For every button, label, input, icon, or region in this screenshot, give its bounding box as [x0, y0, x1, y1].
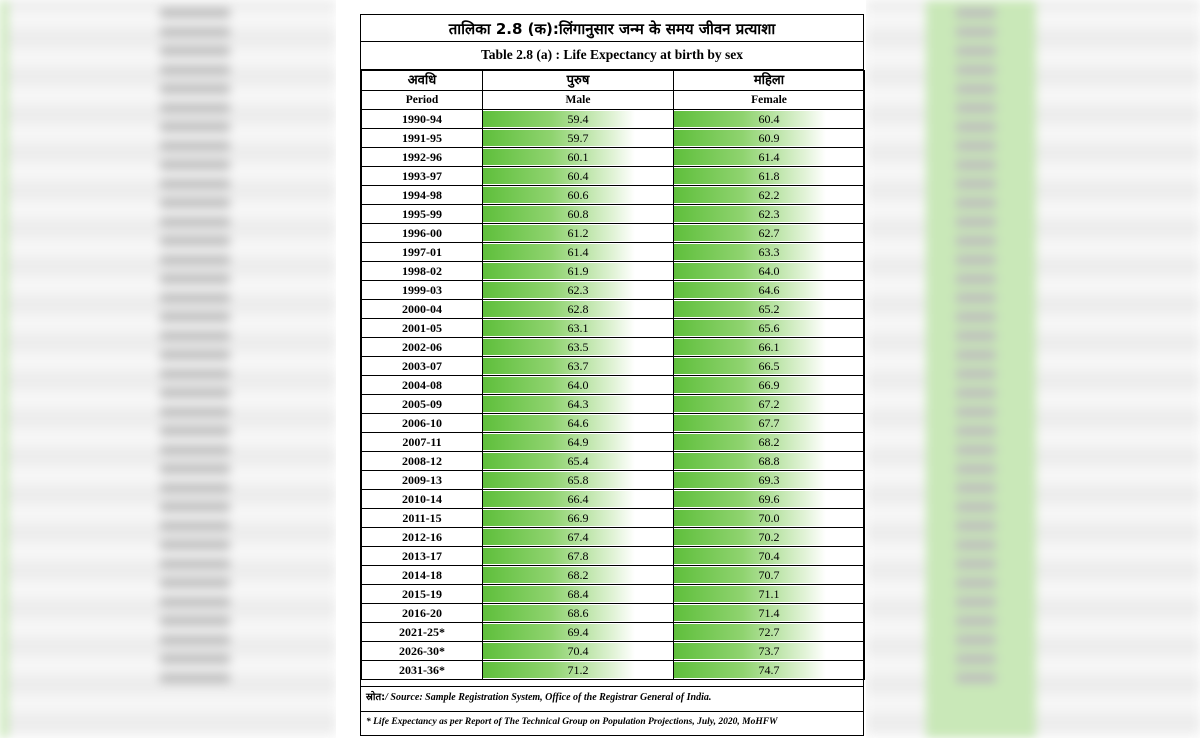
- male-header: Male: [483, 91, 674, 110]
- female-value-cell: [674, 319, 865, 338]
- header-row-hindi: [362, 71, 865, 91]
- male-data-bar: [483, 111, 635, 127]
- source-note: [361, 686, 863, 712]
- male-value: 66.9: [567, 511, 589, 525]
- male-data-bar: [483, 643, 635, 659]
- female-value-cell: [674, 338, 865, 357]
- female-value-cell: [674, 547, 865, 566]
- period-cell: 2021-25*: [362, 623, 483, 642]
- female-value-cell: [674, 566, 865, 585]
- male-value: 61.2: [567, 226, 589, 240]
- female-data-bar: [674, 529, 826, 545]
- female-data-bar: [674, 282, 826, 298]
- male-value-cell: [483, 604, 674, 623]
- female-data-bar: [674, 605, 826, 621]
- male-value-cell: [483, 509, 674, 528]
- male-data-bar: [483, 605, 635, 621]
- male-data-bar: [483, 567, 635, 583]
- female-value-cell: [674, 357, 865, 376]
- male-value: 68.4: [567, 587, 589, 601]
- male-value-cell: [483, 224, 674, 243]
- female-data-bar: [674, 396, 826, 412]
- female-value-cell: [674, 376, 865, 395]
- female-value: 71.4: [758, 606, 780, 620]
- male-value-cell: [483, 490, 674, 509]
- table-row: [362, 148, 865, 167]
- female-value-cell: [674, 623, 865, 642]
- male-value-cell: [483, 110, 674, 129]
- male-data-bar: [483, 339, 635, 355]
- period-cell: 2011-15: [362, 509, 483, 528]
- source-label-hindi: स्रोत:: [366, 692, 386, 703]
- female-data-bar: [674, 472, 826, 488]
- male-value-cell: [483, 376, 674, 395]
- female-value: 67.7: [758, 416, 780, 430]
- male-value: 69.4: [567, 625, 589, 639]
- period-cell: 2026-30*: [362, 642, 483, 661]
- male-data-bar: [483, 529, 635, 545]
- blurred-background-left: [0, 0, 336, 738]
- male-value: 66.4: [567, 492, 589, 506]
- female-header-hindi: महिला: [674, 71, 865, 91]
- male-value: 60.4: [567, 169, 589, 183]
- female-value-cell: [674, 661, 865, 680]
- male-value-cell: [483, 471, 674, 490]
- male-value-cell: [483, 281, 674, 300]
- table-row: [362, 414, 865, 433]
- male-value-cell: [483, 661, 674, 680]
- period-cell: 2014-18: [362, 566, 483, 585]
- female-value: 70.2: [758, 530, 780, 544]
- female-value: 70.0: [758, 511, 780, 525]
- female-value: 71.1: [758, 587, 780, 601]
- male-data-bar: [483, 453, 635, 469]
- male-data-bar: [483, 548, 635, 564]
- male-data-bar: [483, 586, 635, 602]
- source-text: / Source: Sample Registration System, Office of the Registrar General of India.: [385, 692, 712, 703]
- female-data-bar: [674, 453, 826, 469]
- female-value: 64.0: [758, 264, 780, 278]
- female-value: 66.9: [758, 378, 780, 392]
- table-row: [362, 623, 865, 642]
- female-data-bar: [674, 149, 826, 165]
- male-value: 63.1: [567, 321, 589, 335]
- female-value: 67.2: [758, 397, 780, 411]
- male-value-cell: [483, 262, 674, 281]
- period-cell: 1991-95: [362, 129, 483, 148]
- female-value-cell: [674, 148, 865, 167]
- male-value: 65.4: [567, 454, 589, 468]
- male-value-cell: [483, 433, 674, 452]
- male-value: 61.9: [567, 264, 589, 278]
- female-data-bar: [674, 244, 826, 260]
- male-value: 68.2: [567, 568, 589, 582]
- table-row: [362, 585, 865, 604]
- male-data-bar: [483, 244, 635, 260]
- male-value-cell: [483, 148, 674, 167]
- male-data-bar: [483, 282, 635, 298]
- male-value-cell: [483, 167, 674, 186]
- period-cell: 2010-14: [362, 490, 483, 509]
- female-value: 74.7: [758, 663, 780, 677]
- male-value: 64.0: [567, 378, 589, 392]
- male-value: 67.8: [567, 549, 589, 563]
- period-cell: 2013-17: [362, 547, 483, 566]
- period-cell: 1997-01: [362, 243, 483, 262]
- female-value: 73.7: [758, 644, 780, 658]
- male-data-bar: [483, 662, 635, 678]
- female-value-cell: [674, 585, 865, 604]
- female-value: 62.2: [758, 188, 780, 202]
- female-value: 65.6: [758, 321, 780, 335]
- male-value: 61.4: [567, 245, 589, 259]
- female-data-bar: [674, 130, 826, 146]
- table-row: [362, 642, 865, 661]
- table-body: [362, 110, 865, 680]
- female-value: 66.5: [758, 359, 780, 373]
- female-value-cell: [674, 414, 865, 433]
- period-cell: 2016-20: [362, 604, 483, 623]
- female-value: 68.2: [758, 435, 780, 449]
- male-value-cell: [483, 243, 674, 262]
- male-value-cell: [483, 642, 674, 661]
- male-value: 59.4: [567, 112, 589, 126]
- table-row: [362, 490, 865, 509]
- table-row: [362, 110, 865, 129]
- male-value: 64.3: [567, 397, 589, 411]
- table-row: [362, 129, 865, 148]
- female-data-bar: [674, 567, 826, 583]
- female-data-bar: [674, 301, 826, 317]
- male-value: 68.6: [567, 606, 589, 620]
- female-value-cell: [674, 300, 865, 319]
- female-data-bar: [674, 643, 826, 659]
- table-row: [362, 224, 865, 243]
- period-cell: 2009-13: [362, 471, 483, 490]
- table-row: [362, 186, 865, 205]
- period-cell: 2003-07: [362, 357, 483, 376]
- male-data-bar: [483, 434, 635, 450]
- female-value-cell: [674, 243, 865, 262]
- male-value: 64.6: [567, 416, 589, 430]
- period-cell: 1998-02: [362, 262, 483, 281]
- male-value-cell: [483, 528, 674, 547]
- male-value: 62.3: [567, 283, 589, 297]
- female-value: 70.7: [758, 568, 780, 582]
- male-data-bar: [483, 358, 635, 374]
- female-value-cell: [674, 186, 865, 205]
- female-value-cell: [674, 110, 865, 129]
- male-data-bar: [483, 624, 635, 640]
- male-value-cell: [483, 338, 674, 357]
- female-value-cell: [674, 395, 865, 414]
- male-value: 60.1: [567, 150, 589, 164]
- female-data-bar: [674, 377, 826, 393]
- male-value-cell: [483, 205, 674, 224]
- male-value: 63.5: [567, 340, 589, 354]
- female-value-cell: [674, 224, 865, 243]
- period-cell: 2002-06: [362, 338, 483, 357]
- period-cell: 2005-09: [362, 395, 483, 414]
- period-cell: 2000-04: [362, 300, 483, 319]
- female-value-cell: [674, 528, 865, 547]
- blurred-background-right: [866, 0, 1200, 738]
- male-value: 71.2: [567, 663, 589, 677]
- female-value-cell: [674, 509, 865, 528]
- female-value-cell: [674, 262, 865, 281]
- female-value: 60.9: [758, 131, 780, 145]
- table-row: [362, 281, 865, 300]
- document-page: [336, 0, 866, 738]
- female-data-bar: [674, 491, 826, 507]
- female-value: 69.6: [758, 492, 780, 506]
- female-value-cell: [674, 281, 865, 300]
- male-value: 60.6: [567, 188, 589, 202]
- female-data-bar: [674, 586, 826, 602]
- period-header: Period: [362, 91, 483, 110]
- table-row: [362, 357, 865, 376]
- table-row: [362, 319, 865, 338]
- male-value: 64.9: [567, 435, 589, 449]
- table-row: [362, 547, 865, 566]
- table-frame: [360, 14, 864, 736]
- female-value: 62.3: [758, 207, 780, 221]
- female-value: 70.4: [758, 549, 780, 563]
- male-value-cell: [483, 129, 674, 148]
- female-value: 68.8: [758, 454, 780, 468]
- table-title-hindi: तालिका 2.8 (क):लिंगानुसार जन्म के समय जीवन प्रत्याशा: [361, 15, 863, 42]
- period-cell: 2015-19: [362, 585, 483, 604]
- table-row: [362, 376, 865, 395]
- header-row-english: [362, 91, 865, 110]
- table-row: [362, 661, 865, 680]
- female-value: 65.2: [758, 302, 780, 316]
- period-cell: 1992-96: [362, 148, 483, 167]
- table-row: [362, 452, 865, 471]
- female-value-cell: [674, 433, 865, 452]
- female-data-bar: [674, 415, 826, 431]
- period-cell: 2007-11: [362, 433, 483, 452]
- male-data-bar: [483, 301, 635, 317]
- table-row: [362, 566, 865, 585]
- female-value-cell: [674, 205, 865, 224]
- male-value: 70.4: [567, 644, 589, 658]
- male-value: 60.8: [567, 207, 589, 221]
- table-row: [362, 338, 865, 357]
- male-value-cell: [483, 186, 674, 205]
- table-title-english: Table 2.8 (a) : Life Expectancy at birth by sex: [361, 41, 863, 70]
- male-value-cell: [483, 414, 674, 433]
- male-value-cell: [483, 452, 674, 471]
- female-value: 72.7: [758, 625, 780, 639]
- male-data-bar: [483, 130, 635, 146]
- table-row: [362, 509, 865, 528]
- period-cell: 1999-03: [362, 281, 483, 300]
- male-value-cell: [483, 300, 674, 319]
- female-data-bar: [674, 624, 826, 640]
- female-data-bar: [674, 662, 826, 678]
- female-value: 69.3: [758, 473, 780, 487]
- female-data-bar: [674, 510, 826, 526]
- female-data-bar: [674, 206, 826, 222]
- male-data-bar: [483, 396, 635, 412]
- table-row: [362, 243, 865, 262]
- male-value: 62.8: [567, 302, 589, 316]
- period-cell: 2008-12: [362, 452, 483, 471]
- period-cell: 2001-05: [362, 319, 483, 338]
- period-cell: 1995-99: [362, 205, 483, 224]
- male-value: 67.4: [567, 530, 589, 544]
- female-value: 64.6: [758, 283, 780, 297]
- male-data-bar: [483, 510, 635, 526]
- table-row: [362, 604, 865, 623]
- male-value: 65.8: [567, 473, 589, 487]
- male-value-cell: [483, 585, 674, 604]
- male-data-bar: [483, 263, 635, 279]
- life-expectancy-table: [361, 70, 865, 680]
- footnote: * Life Expectancy as per Report of The Technical Group on Population Projections, July, 2020, MoHFW: [366, 717, 778, 727]
- period-cell: 2031-36*: [362, 661, 483, 680]
- female-value-cell: [674, 129, 865, 148]
- male-data-bar: [483, 491, 635, 507]
- male-data-bar: [483, 206, 635, 222]
- female-data-bar: [674, 548, 826, 564]
- male-value-cell: [483, 566, 674, 585]
- male-value-cell: [483, 395, 674, 414]
- male-data-bar: [483, 225, 635, 241]
- female-value-cell: [674, 490, 865, 509]
- period-cell: 2012-16: [362, 528, 483, 547]
- male-value: 59.7: [567, 131, 589, 145]
- male-data-bar: [483, 168, 635, 184]
- female-data-bar: [674, 434, 826, 450]
- period-cell: 2004-08: [362, 376, 483, 395]
- table-row: [362, 471, 865, 490]
- male-value-cell: [483, 547, 674, 566]
- male-data-bar: [483, 320, 635, 336]
- female-data-bar: [674, 111, 826, 127]
- female-value-cell: [674, 604, 865, 623]
- male-value-cell: [483, 357, 674, 376]
- table-row: [362, 433, 865, 452]
- female-data-bar: [674, 320, 826, 336]
- female-value-cell: [674, 167, 865, 186]
- female-data-bar: [674, 187, 826, 203]
- male-data-bar: [483, 149, 635, 165]
- male-value: 63.7: [567, 359, 589, 373]
- female-data-bar: [674, 168, 826, 184]
- male-data-bar: [483, 472, 635, 488]
- male-data-bar: [483, 187, 635, 203]
- table-row: [362, 167, 865, 186]
- female-header: Female: [674, 91, 865, 110]
- female-data-bar: [674, 263, 826, 279]
- table-row: [362, 262, 865, 281]
- female-value: 61.4: [758, 150, 780, 164]
- female-value: 66.1: [758, 340, 780, 354]
- table-row: [362, 395, 865, 414]
- female-value: 61.8: [758, 169, 780, 183]
- table-row: [362, 205, 865, 224]
- period-cell: 1996-00: [362, 224, 483, 243]
- table-row: [362, 528, 865, 547]
- male-value-cell: [483, 623, 674, 642]
- female-value-cell: [674, 471, 865, 490]
- period-cell: 1990-94: [362, 110, 483, 129]
- table-row: [362, 300, 865, 319]
- male-header-hindi: पुरुष: [483, 71, 674, 91]
- female-value-cell: [674, 642, 865, 661]
- period-cell: 1994-98: [362, 186, 483, 205]
- male-data-bar: [483, 377, 635, 393]
- female-value: 62.7: [758, 226, 780, 240]
- female-data-bar: [674, 339, 826, 355]
- period-header-hindi: अवधि: [362, 71, 483, 91]
- male-data-bar: [483, 415, 635, 431]
- period-cell: 2006-10: [362, 414, 483, 433]
- female-value: 60.4: [758, 112, 780, 126]
- period-cell: 1993-97: [362, 167, 483, 186]
- male-value-cell: [483, 319, 674, 338]
- female-value-cell: [674, 452, 865, 471]
- female-value: 63.3: [758, 245, 780, 259]
- female-data-bar: [674, 225, 826, 241]
- female-data-bar: [674, 358, 826, 374]
